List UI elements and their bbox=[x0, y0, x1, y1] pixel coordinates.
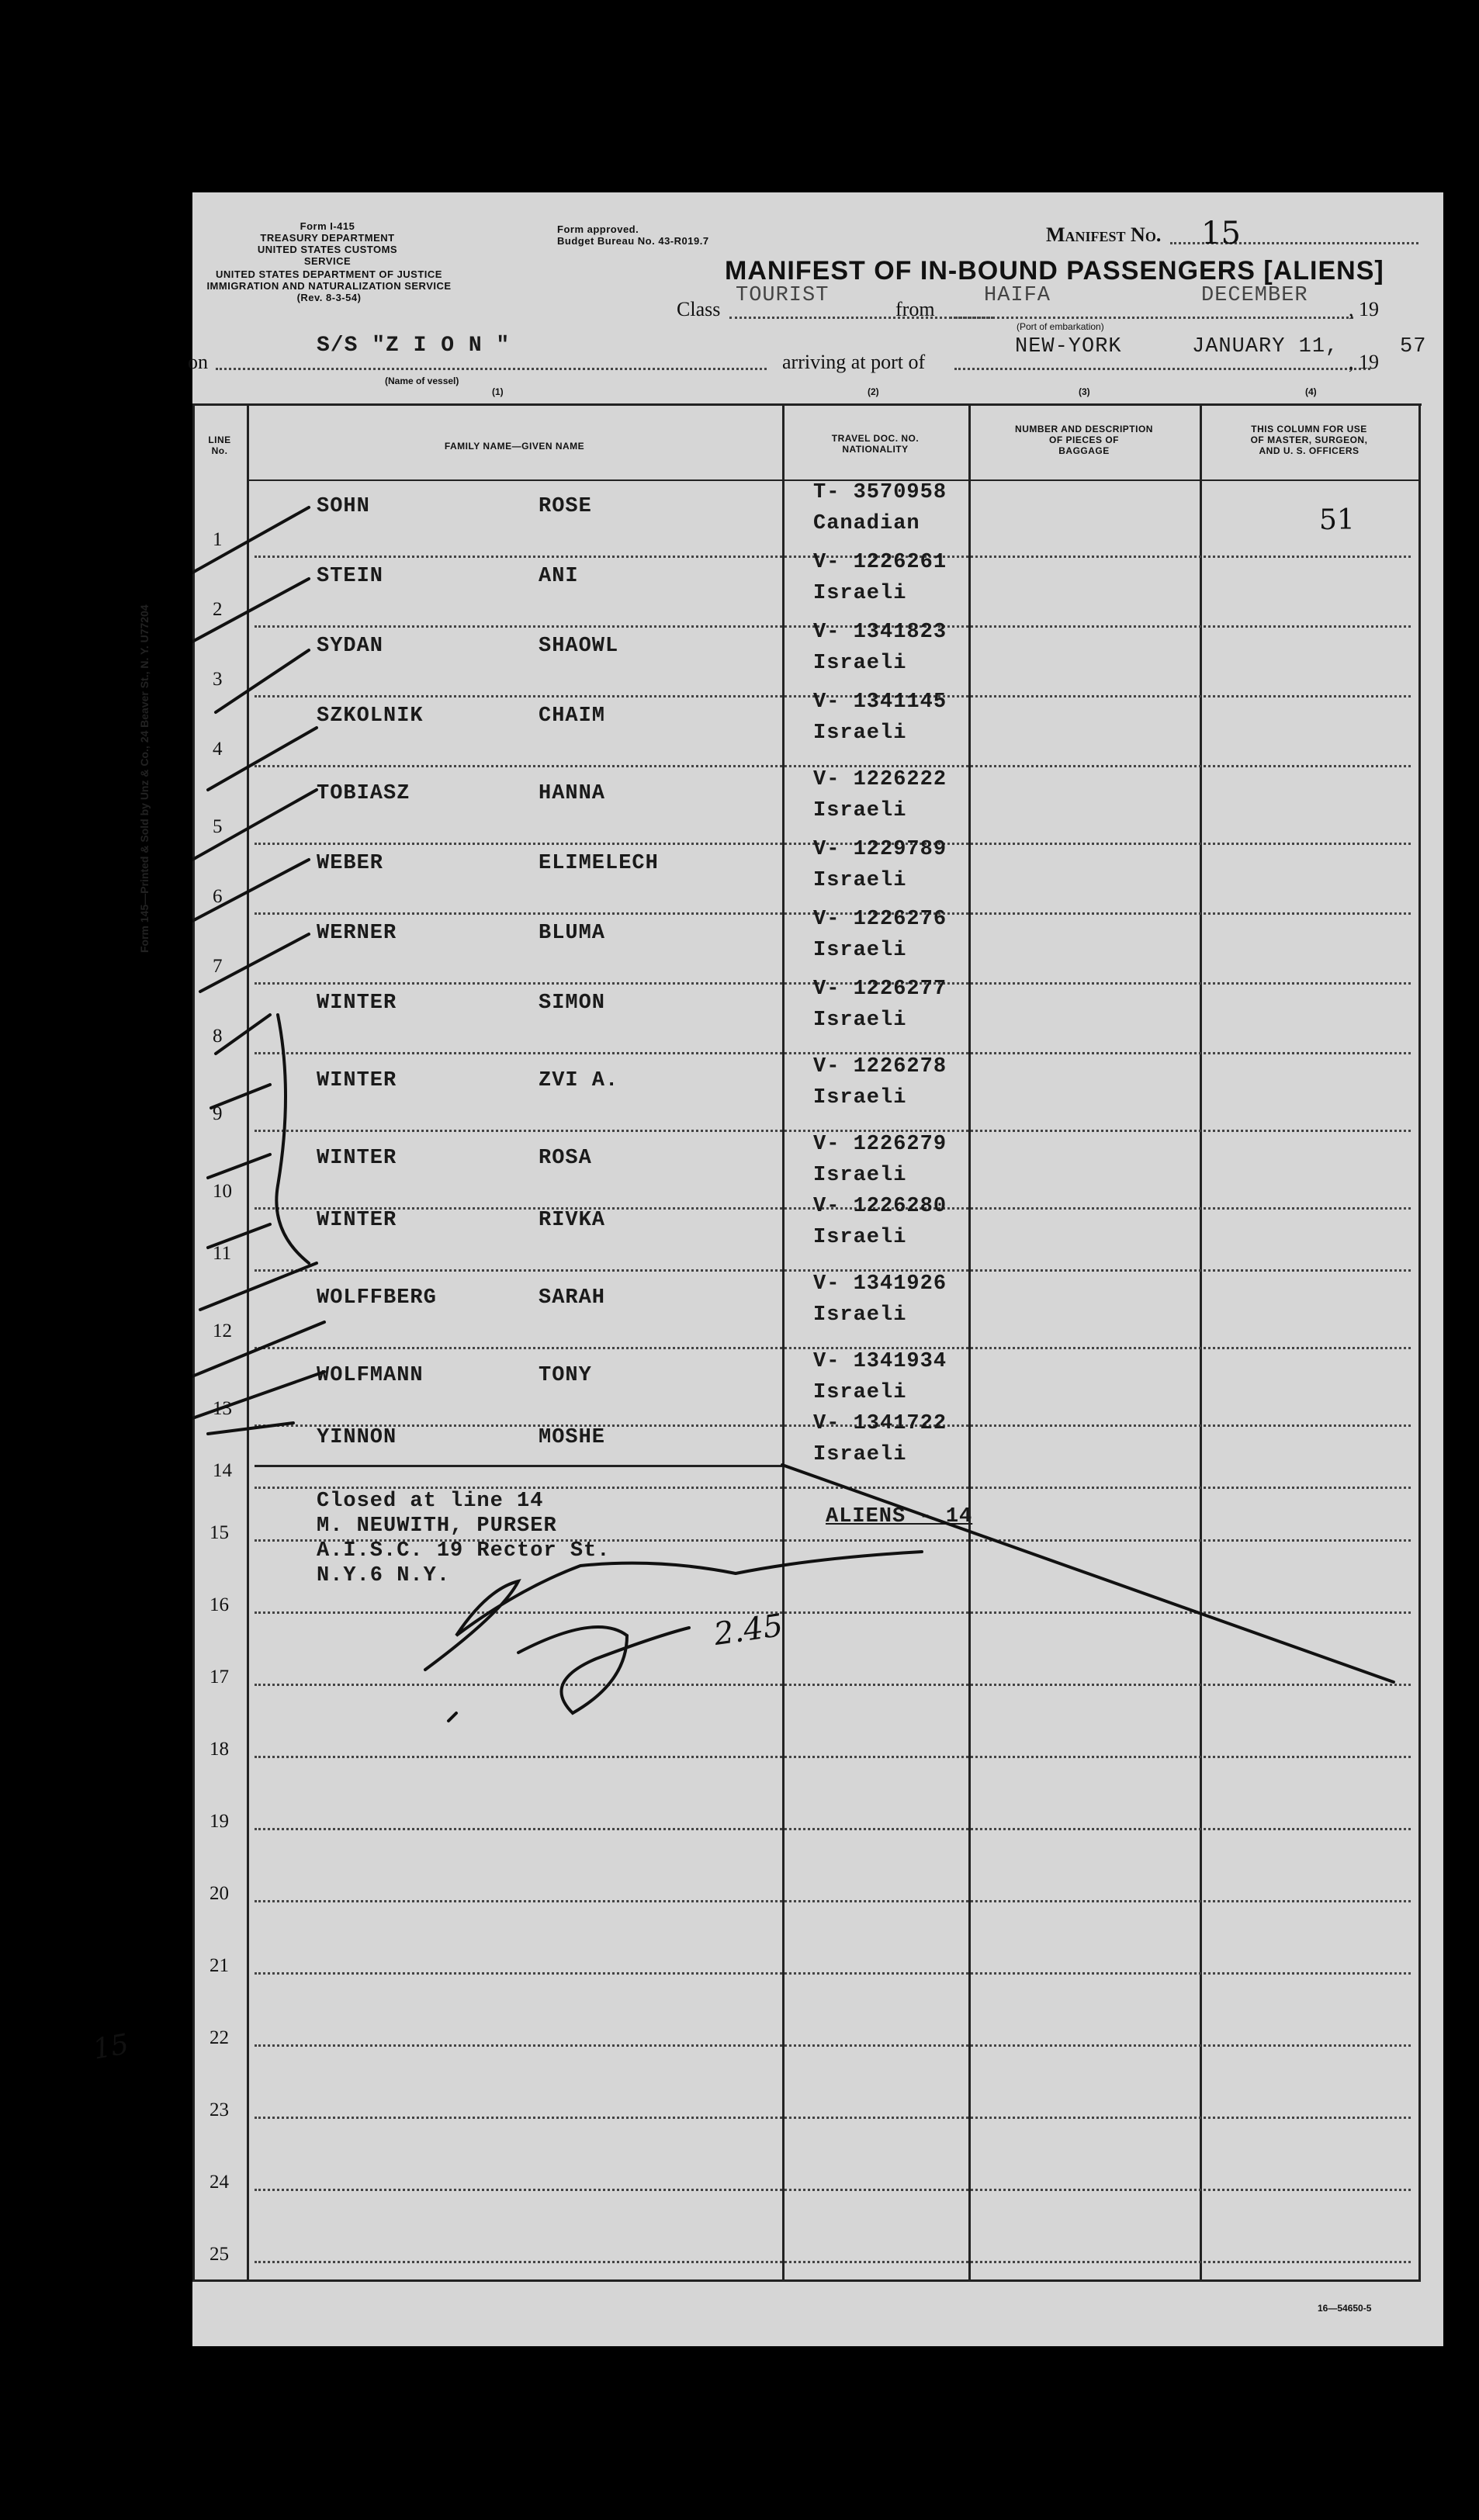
nationality: Israeli bbox=[813, 869, 907, 892]
given-name: RIVKA bbox=[539, 1209, 606, 1232]
travel-doc-no: V- 1226278 bbox=[813, 1055, 947, 1078]
line-number: 8 bbox=[213, 1026, 223, 1047]
year-suffix-2: 57 bbox=[1400, 335, 1427, 358]
on-label: on bbox=[188, 351, 208, 373]
col-header-travel: TRAVEL DOC. NO. NATIONALITY bbox=[831, 433, 920, 455]
given-name: ELIMELECH bbox=[539, 852, 659, 875]
family-name: SYDAN bbox=[317, 635, 384, 658]
travel-doc-no: V- 1341926 bbox=[813, 1272, 947, 1296]
family-name: SZKOLNIK bbox=[317, 704, 424, 728]
from-label: from bbox=[895, 298, 935, 320]
travel-doc-no: V- 1341722 bbox=[813, 1412, 947, 1435]
given-name: TONY bbox=[539, 1364, 592, 1387]
travel-doc-no: V- 1341145 bbox=[813, 691, 947, 714]
nationality: Israeli bbox=[813, 1009, 907, 1032]
family-name: STEIN bbox=[317, 565, 384, 588]
nationality: Israeli bbox=[813, 1303, 907, 1327]
line-number: 14 bbox=[213, 1460, 232, 1481]
family-name: WINTER bbox=[317, 1147, 397, 1170]
line-number: 25 bbox=[210, 2244, 229, 2265]
travel-doc-no: V- 1226280 bbox=[813, 1195, 947, 1218]
treasury-block: Form I-415 TREASURY DEPARTMENT UNITED STATES CUSTOMS SERVICE bbox=[257, 220, 398, 267]
line-number: 4 bbox=[213, 739, 223, 760]
given-name: ANI bbox=[539, 565, 579, 588]
margin-number: 15 bbox=[90, 2028, 132, 2066]
given-name: HANNA bbox=[539, 782, 606, 805]
nationality: Israeli bbox=[813, 722, 907, 745]
arriving-label: arriving at port of bbox=[782, 351, 926, 373]
line-number: 19 bbox=[210, 1811, 229, 1832]
line-number: 3 bbox=[213, 669, 223, 690]
line-number: 15 bbox=[210, 1522, 229, 1543]
line-number: 18 bbox=[210, 1739, 229, 1760]
line-number: 20 bbox=[210, 1883, 229, 1904]
nationality: Israeli bbox=[813, 1086, 907, 1109]
vessel-caption: (Name of vessel) bbox=[385, 376, 459, 386]
approval-block: Form approved. Budget Bureau No. 43-R019.7 bbox=[557, 223, 709, 247]
nationality: Israeli bbox=[813, 939, 907, 962]
travel-doc-no: T- 3570958 bbox=[813, 481, 947, 504]
family-name: WEBER bbox=[317, 852, 384, 875]
family-name: WOLFMANN bbox=[317, 1364, 424, 1387]
given-name: SIMON bbox=[539, 992, 606, 1015]
arriving-port: NEW-YORK bbox=[1015, 335, 1122, 358]
nationality: Israeli bbox=[813, 652, 907, 675]
travel-doc-no: V- 1226277 bbox=[813, 978, 947, 1001]
nationality: Israeli bbox=[813, 1443, 907, 1466]
travel-doc-no: V- 1341934 bbox=[813, 1350, 947, 1373]
col-marker-4: (4) bbox=[1305, 386, 1317, 397]
line-number: 11 bbox=[213, 1243, 232, 1264]
family-name: WINTER bbox=[317, 1209, 397, 1232]
line-number: 12 bbox=[213, 1321, 232, 1341]
closed-at-line: Closed at line 14 bbox=[317, 1490, 544, 1513]
given-name: CHAIM bbox=[539, 704, 606, 728]
doj-block: UNITED STATES DEPARTMENT OF JUSTICE IMMIGRATION AND NATURALIZATION SERVICE (Rev. 8-3-54) bbox=[206, 268, 452, 303]
line-number: 6 bbox=[213, 886, 223, 907]
travel-doc-no: V- 1226279 bbox=[813, 1133, 947, 1156]
port-embark-caption: (Port of embarkation) bbox=[1017, 321, 1104, 332]
given-name: ROSE bbox=[539, 495, 592, 518]
arrival-date: JANUARY 11, bbox=[1192, 335, 1339, 358]
agency-address: A.I.S.C. 19 Rector St. bbox=[317, 1539, 611, 1563]
line-number: 23 bbox=[210, 2099, 229, 2120]
class-label: Class bbox=[677, 298, 721, 320]
line-number: 17 bbox=[210, 1667, 229, 1688]
line-number: 5 bbox=[213, 816, 223, 837]
given-name: ROSA bbox=[539, 1147, 592, 1170]
travel-doc-no: V- 1341823 bbox=[813, 621, 947, 644]
year-prefix-1: , 19 bbox=[1349, 298, 1379, 320]
nationality: Israeli bbox=[813, 582, 907, 605]
nationality: Israeli bbox=[813, 799, 907, 822]
printer-note: Form 145—Printed & Sold by Unz & Co., 24 Beaver St., N. Y. U77204 bbox=[138, 604, 151, 953]
col-header-officers: THIS COLUMN FOR USE OF MASTER, SURGEON, AND U. S. OFFICERS bbox=[1250, 424, 1368, 456]
manifest-no-label: Manifest No. bbox=[1046, 223, 1162, 246]
class-value: TOURIST bbox=[736, 284, 830, 307]
col-marker-3: (3) bbox=[1079, 386, 1090, 397]
travel-doc-no: V- 1229789 bbox=[813, 838, 947, 861]
family-name: WERNER bbox=[317, 922, 397, 945]
col-marker-1: (1) bbox=[492, 386, 504, 397]
line-number: 10 bbox=[213, 1181, 232, 1202]
col-header-line: LINE No. bbox=[208, 434, 231, 456]
family-name: YINNON bbox=[317, 1426, 397, 1449]
from-value: HAIFA bbox=[984, 284, 1051, 307]
col-marker-2: (2) bbox=[868, 386, 879, 397]
form-code: 16—54650-5 bbox=[1318, 2303, 1372, 2314]
page-title: MANIFEST OF IN-BOUND PASSENGERS [ALIENS] bbox=[725, 256, 1384, 286]
family-name: WINTER bbox=[317, 992, 397, 1015]
given-name: MOSHE bbox=[539, 1426, 606, 1449]
officer-count: 51 bbox=[1319, 504, 1355, 536]
family-name: SOHN bbox=[317, 495, 370, 518]
line-number: 7 bbox=[213, 956, 223, 977]
given-name: BLUMA bbox=[539, 922, 606, 945]
nationality: Canadian bbox=[813, 512, 920, 535]
line-number: 24 bbox=[210, 2172, 229, 2193]
col-header-baggage: NUMBER AND DESCRIPTION OF PIECES OF BAGGAGE bbox=[1015, 424, 1153, 456]
vessel-name: S/S "Z I O N " bbox=[317, 334, 511, 358]
aliens-total: ALIENS - 14 bbox=[826, 1505, 973, 1528]
signature-time: 2.45 bbox=[712, 1608, 785, 1653]
given-name: SARAH bbox=[539, 1286, 606, 1310]
line-number: 9 bbox=[213, 1103, 223, 1124]
travel-doc-no: V- 1226276 bbox=[813, 908, 947, 931]
travel-doc-no: V- 1226261 bbox=[813, 551, 947, 574]
punch-hole bbox=[61, 670, 101, 711]
line-number: 2 bbox=[213, 599, 223, 620]
manifest-sheet bbox=[90, 192, 1443, 2346]
line-number: 22 bbox=[210, 2027, 229, 2048]
travel-doc-no: V- 1226222 bbox=[813, 768, 947, 791]
given-name: ZVI A. bbox=[539, 1069, 619, 1092]
col-header-name: FAMILY NAME—GIVEN NAME bbox=[444, 441, 585, 452]
year-prefix-2: , 19 bbox=[1349, 351, 1379, 373]
departure-value: DECEMBER bbox=[1201, 284, 1308, 307]
line-number: 21 bbox=[210, 1955, 229, 1976]
punch-hole bbox=[61, 1819, 101, 1859]
nationality: Israeli bbox=[813, 1381, 907, 1404]
family-name: TOBIASZ bbox=[317, 782, 410, 805]
purser-name: M. NEUWITH, PURSER bbox=[317, 1514, 557, 1538]
nationality: Israeli bbox=[813, 1226, 907, 1249]
line-number: 1 bbox=[213, 529, 223, 550]
family-name: WINTER bbox=[317, 1069, 397, 1092]
manifest-no-value: 15 bbox=[1201, 216, 1241, 251]
nationality: Israeli bbox=[813, 1164, 907, 1187]
agency-city: N.Y.6 N.Y. bbox=[317, 1564, 451, 1587]
line-number: 13 bbox=[213, 1398, 232, 1419]
given-name: SHAOWL bbox=[539, 635, 619, 658]
line-number: 16 bbox=[210, 1594, 229, 1615]
family-name: WOLFFBERG bbox=[317, 1286, 437, 1310]
